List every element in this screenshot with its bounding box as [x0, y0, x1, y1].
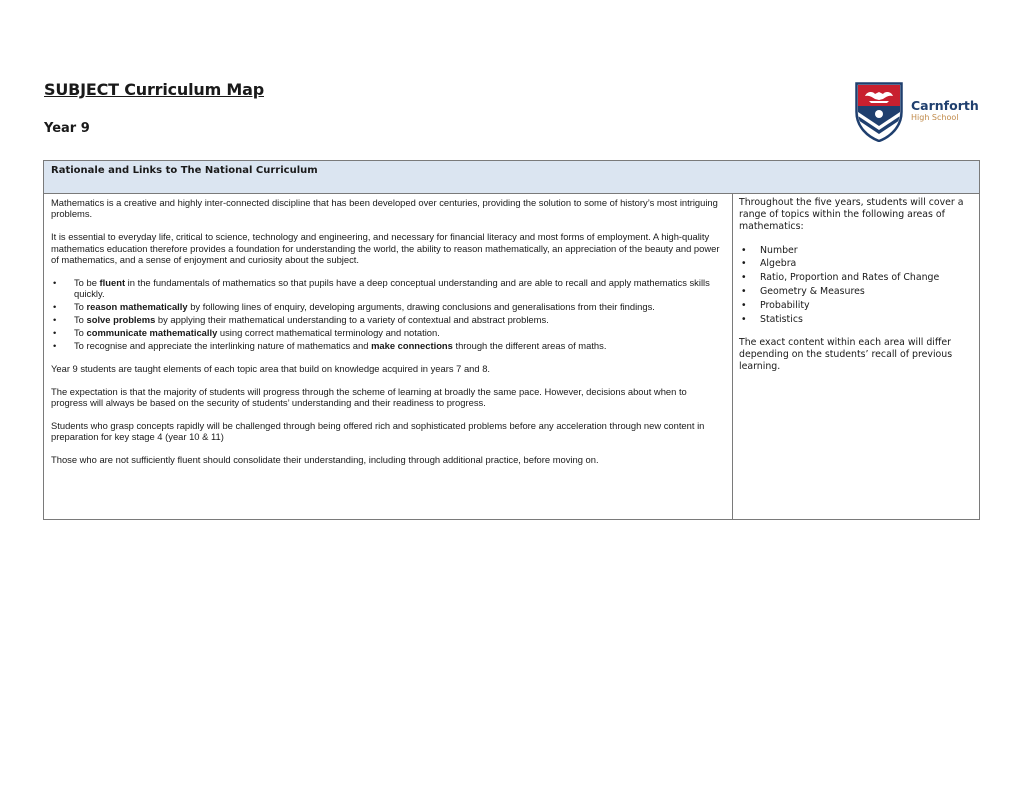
bullet-icon: • — [741, 272, 747, 284]
essential-paragraph: It is essential to everyday life, critical to science, technology and engineering, and necessary for financial literacy and most forms of employment. A high-quality mathematics education therefore provides a foundation for understanding the world, the ability to reason mathematically, an appreciation of the beauty and power of mathematics, and a sense of enjoyment and curiosity about the subject. — [51, 231, 720, 266]
aim-item: • To be fluent in the fundamentals of mathematics so that pupils have a deep conceptual understanding and are able to recall and apply mathematics skills quickly. — [53, 276, 710, 300]
school-subtitle: High School — [911, 113, 959, 122]
aim-item: • To reason mathematically by following lines of enquiry, developing arguments, drawing conclusions and generalisations from their findings. — [53, 301, 655, 313]
area-item: • Statistics — [741, 313, 803, 325]
rationale-table — [43, 160, 980, 520]
table-body — [44, 194, 979, 519]
bullet-icon: • — [53, 276, 57, 288]
area-item: • Algebra — [741, 258, 797, 270]
aim-item: • To solve problems by applying their mathematical understanding to a variety of contextual and abstract problems. — [53, 314, 549, 326]
year-note-paragraph: Year 9 students are taught elements of each topic area that build on knowledge acquired in years 7 and 8. — [51, 363, 491, 375]
year-heading: Year 9 — [44, 121, 90, 136]
bullet-icon: • — [53, 327, 57, 339]
bullet-icon: • — [741, 286, 747, 297]
bullet-icon: • — [741, 244, 747, 256]
aim-item: • To communicate mathematically using correct mathematical terminology and notation. — [53, 327, 440, 339]
intro-paragraph: Mathematics is a creative and highly inter-connected discipline that has been developed over centuries, providing the solution to some of history’s most intriguing problems. — [51, 197, 718, 220]
document-title: SUBJECT Curriculum Map — [44, 80, 264, 99]
school-logo — [855, 82, 985, 142]
area-item: • Ratio, Proportion and Rates of Change — [741, 272, 940, 284]
bullet-icon: • — [741, 313, 747, 325]
areas-list — [739, 245, 972, 326]
area-item: • Geometry & Measures — [741, 286, 865, 297]
aims-list — [51, 277, 725, 352]
bullet-icon: • — [741, 299, 747, 311]
consolidate-paragraph: Those who are not sufficiently fluent should consolidate their understanding, including through additional practice, before moving on. — [51, 454, 599, 466]
bullet-icon: • — [53, 314, 57, 326]
school-crest-icon — [855, 82, 903, 142]
areas-note: The exact content within each area will differ depending on the students’ recall of previous learning. — [739, 337, 953, 373]
school-name: Carnforth — [911, 98, 979, 113]
area-item: • Probability — [741, 299, 810, 311]
bullet-icon: • — [53, 340, 57, 352]
table-header: Rationale and Links to The National Curriculum — [44, 161, 979, 194]
area-item: • Number — [741, 244, 798, 256]
bullet-icon: • — [741, 258, 747, 270]
areas-intro: Throughout the five years, students will cover a range of topics within the following areas of mathematics: — [739, 197, 964, 232]
bullet-icon: • — [53, 301, 57, 313]
expectation-paragraph: The expectation is that the majority of students will progress through the scheme of learning at broadly the same pace. However, decisions about when to progress will always be based on the security of students’ understanding and their readiness to progress. — [51, 385, 687, 409]
topic-areas-column — [733, 194, 979, 519]
rationale-column — [44, 194, 733, 519]
aim-item: • To recognise and appreciate the interlinking nature of mathematics and make connections through the different areas of maths. — [53, 340, 607, 352]
challenge-paragraph: Students who grasp concepts rapidly will be challenged through being offered rich and sophisticated problems before any acceleration through new content in preparation for key stage 4 (year 10 & 11) — [51, 420, 705, 443]
